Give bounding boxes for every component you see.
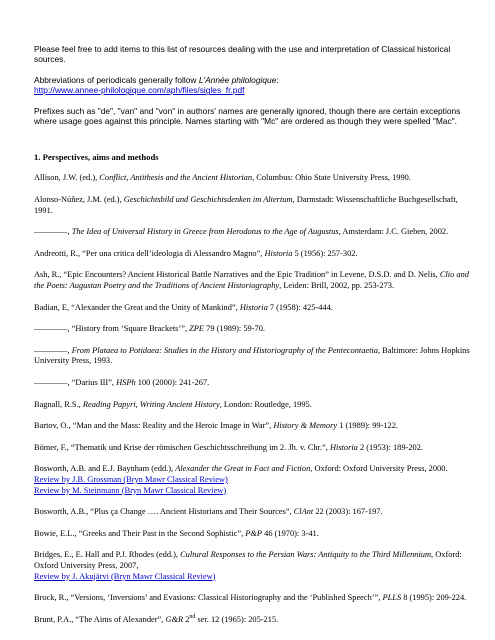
entry-publication: , Amsterdam: J.C. Gieben, 2002. xyxy=(338,227,449,237)
bibliography-entry xyxy=(34,346,470,367)
entry-title: Alexander the Great in Fact and Fiction xyxy=(175,464,311,474)
prefix-rules-note: Prefixes such as "de", "van" and "von" in authors' names are generally ignored, though there are certain exceptions where usage goes against this principle. Names starting with "Mc" are ordered as though they were spelled "Mac". xyxy=(34,105,461,127)
entry-author: Allison, J.W. (ed.), xyxy=(34,173,100,183)
entry-author: Ash, R., “Epic Encounters? Ancient Historical Battle Narratives and the Epic Tradition” in Levene, D.S.D. and D. Nelis, xyxy=(34,270,440,280)
bibliography-entry xyxy=(34,529,470,540)
bibliography-entry xyxy=(34,593,470,604)
section-heading: 1. Perspectives, aims and methods xyxy=(34,152,159,163)
entry-publication: 8 (1995): 209-224. xyxy=(401,593,467,603)
bibliography-entry xyxy=(34,378,470,389)
entry-title: Historia xyxy=(264,248,293,258)
entry-publication: 79 (1989): 59-70. xyxy=(204,324,265,334)
entry-publication: , Oxford: Oxford University Press, 2000. xyxy=(310,464,448,474)
entry-publication-cont: ser. 12 (1965): 205-215. xyxy=(195,614,279,624)
entry-author: ————, “History from ‘Square Brackets’”, xyxy=(34,324,190,334)
entry-author: Bartov, O., “Man and the Mass: Reality and the Heroic Image in War”, xyxy=(34,421,274,431)
intro-paragraph: Please feel free to add items to this list of resources dealing with the use and interpretation of Classical historical sources. xyxy=(34,44,451,65)
entry-title: The Idea of Universal History in Greece from Herodotus to the Age of Augustus xyxy=(71,227,339,237)
entry-publication: , Columbus: Ohio State University Press, 1990. xyxy=(252,173,411,183)
entry-publication: , London: Routledge, 1995. xyxy=(219,399,312,409)
entry-author: ————, “Darius III”, xyxy=(34,377,117,387)
bibliography-entry xyxy=(34,464,470,496)
entry-publication: , Leiden: Brill, 2002, pp. 253-273. xyxy=(279,281,395,290)
abbreviations-note: Abbreviations of periodicals generally follow L'Année philologique: http://www.annee-philologique.com/aph/files/sigles_fr.pdf xyxy=(34,74,279,96)
entry-title: History & Memory xyxy=(273,421,338,431)
entry-author: Brunt, P.A., “The Aims of Alexander”, xyxy=(34,614,166,624)
entry-superscript: nd xyxy=(189,613,196,620)
bibliography-entry xyxy=(34,303,470,314)
bibliography-entry xyxy=(34,270,470,291)
entry-publication: 2 xyxy=(183,614,190,624)
entry-publication: 5 (1956): 257-302. xyxy=(292,248,358,258)
review-links xyxy=(34,475,470,496)
entry-title: From Plataea to Potidaea: Studies in the History and Historiography of the Pentecontaetia xyxy=(71,345,378,355)
entry-author: Bagnall, R.S., xyxy=(34,399,83,409)
bibliography-entry xyxy=(34,550,470,582)
entry-title: HSPh xyxy=(116,377,136,387)
entry-author: ————, xyxy=(34,345,72,355)
entry-title: P&P xyxy=(245,528,263,538)
review-link[interactable]: Review by J.B. Grossman (Bryn Mawr Classical Review) xyxy=(34,474,228,484)
review-link[interactable]: Review by M. Steinmann (Bryn Mawr Classical Review) xyxy=(34,485,227,495)
bibliography-entry xyxy=(34,400,470,411)
entry-title: Geschichtsbild und Geschichtsdenken im Altertum xyxy=(123,195,293,205)
entry-author: Bosworth, A.B. and E.J. Baynham (edd.), xyxy=(34,464,176,474)
entry-title: Conflict, Antithesis and the Ancient Historian xyxy=(99,173,253,183)
bibliography-entry xyxy=(34,195,470,216)
bibliography-entry xyxy=(34,507,470,518)
entry-publication: , Darmstadt: Wissenschaftliche Buchgesellschaft, 1991. xyxy=(34,195,458,215)
entry-publication: 7 (1958): 425-444. xyxy=(267,302,333,312)
entry-title: Reading Papyri, Writing Ancient History xyxy=(82,399,220,409)
entry-title: PLLS xyxy=(382,593,402,603)
bibliography-entry xyxy=(34,324,470,335)
abbreviations-link[interactable]: http://www.annee-philologique.com/aph/files/sigles_fr.pdf xyxy=(34,85,245,96)
entry-publication: 46 (1970): 3-41. xyxy=(262,528,319,538)
entry-title: Cultural Responses to the Persian Wars: Antiquity to the Third Millennium xyxy=(180,550,432,560)
entry-title: Clio and the Poets: Augustan Poetry and the Traditions of Ancient Historiography xyxy=(34,270,469,290)
bibliography-entry xyxy=(34,421,470,432)
review-link[interactable]: Review by J. Akujärvi (Bryn Mawr Classical Review) xyxy=(34,571,216,581)
bibliography-list xyxy=(34,173,470,625)
entry-publication: 2 (1953): 189-202. xyxy=(357,442,424,452)
entry-publication: 100 (2000): 241-267. xyxy=(135,377,210,387)
entry-author: Bridges, E., E. Hall and P.J. Rhodes (edd.), xyxy=(34,550,181,560)
bibliography-entry xyxy=(34,249,470,260)
annee-philologique-title: L'Année philologique xyxy=(198,74,277,85)
entry-publication: , Oxford: Oxford University Press, 2007, xyxy=(34,550,462,570)
entry-author: Bosworth, A.B., “Plus ça Change …. Ancient Historians and Their Sources”, xyxy=(34,507,294,517)
entry-publication: 22 (2003): 167-197. xyxy=(313,507,383,517)
bibliography-entry xyxy=(34,173,470,184)
entry-author: Bowie, E.L., “Greeks and Their Past in the Second Sophistic”, xyxy=(34,528,246,538)
entry-publication: 1 (1989): 99-122. xyxy=(337,421,399,431)
review-links xyxy=(34,572,470,583)
entry-author: Brock, R., “Versions, ‘Inversions’ and Evasions: Classical Historiography and the ‘Published Speech’”, xyxy=(34,593,383,603)
entry-author: Badian, E, “Alexander the Great and the Unity of Mankind”, xyxy=(34,302,240,312)
entry-title: Historia xyxy=(239,302,268,312)
entry-author: Alonso-Núñez, J.M. (ed.), xyxy=(34,195,124,205)
entry-author: Andreotti, R., “Per una critica dell’ideologia di Alessandro Magno”, xyxy=(34,248,265,258)
entry-publication: , Baltimore: Johns Hopkins University Press, 1993. xyxy=(34,345,470,366)
bibliography-entry xyxy=(34,615,470,626)
entry-title: ZPE xyxy=(189,324,205,334)
entry-author: Bömer, F., “Thematik und Krise der römischen Geschichtsschreibung im 2. Jh. v. Chr.”, xyxy=(34,442,330,452)
entry-author: ————, xyxy=(34,227,72,237)
entry-title: Historia xyxy=(329,442,358,452)
entry-title: G&R xyxy=(165,614,184,624)
document-page xyxy=(34,44,470,636)
bibliography-entry xyxy=(34,443,470,454)
bibliography-entry xyxy=(34,227,470,238)
entry-title: ClAnt xyxy=(293,507,314,517)
